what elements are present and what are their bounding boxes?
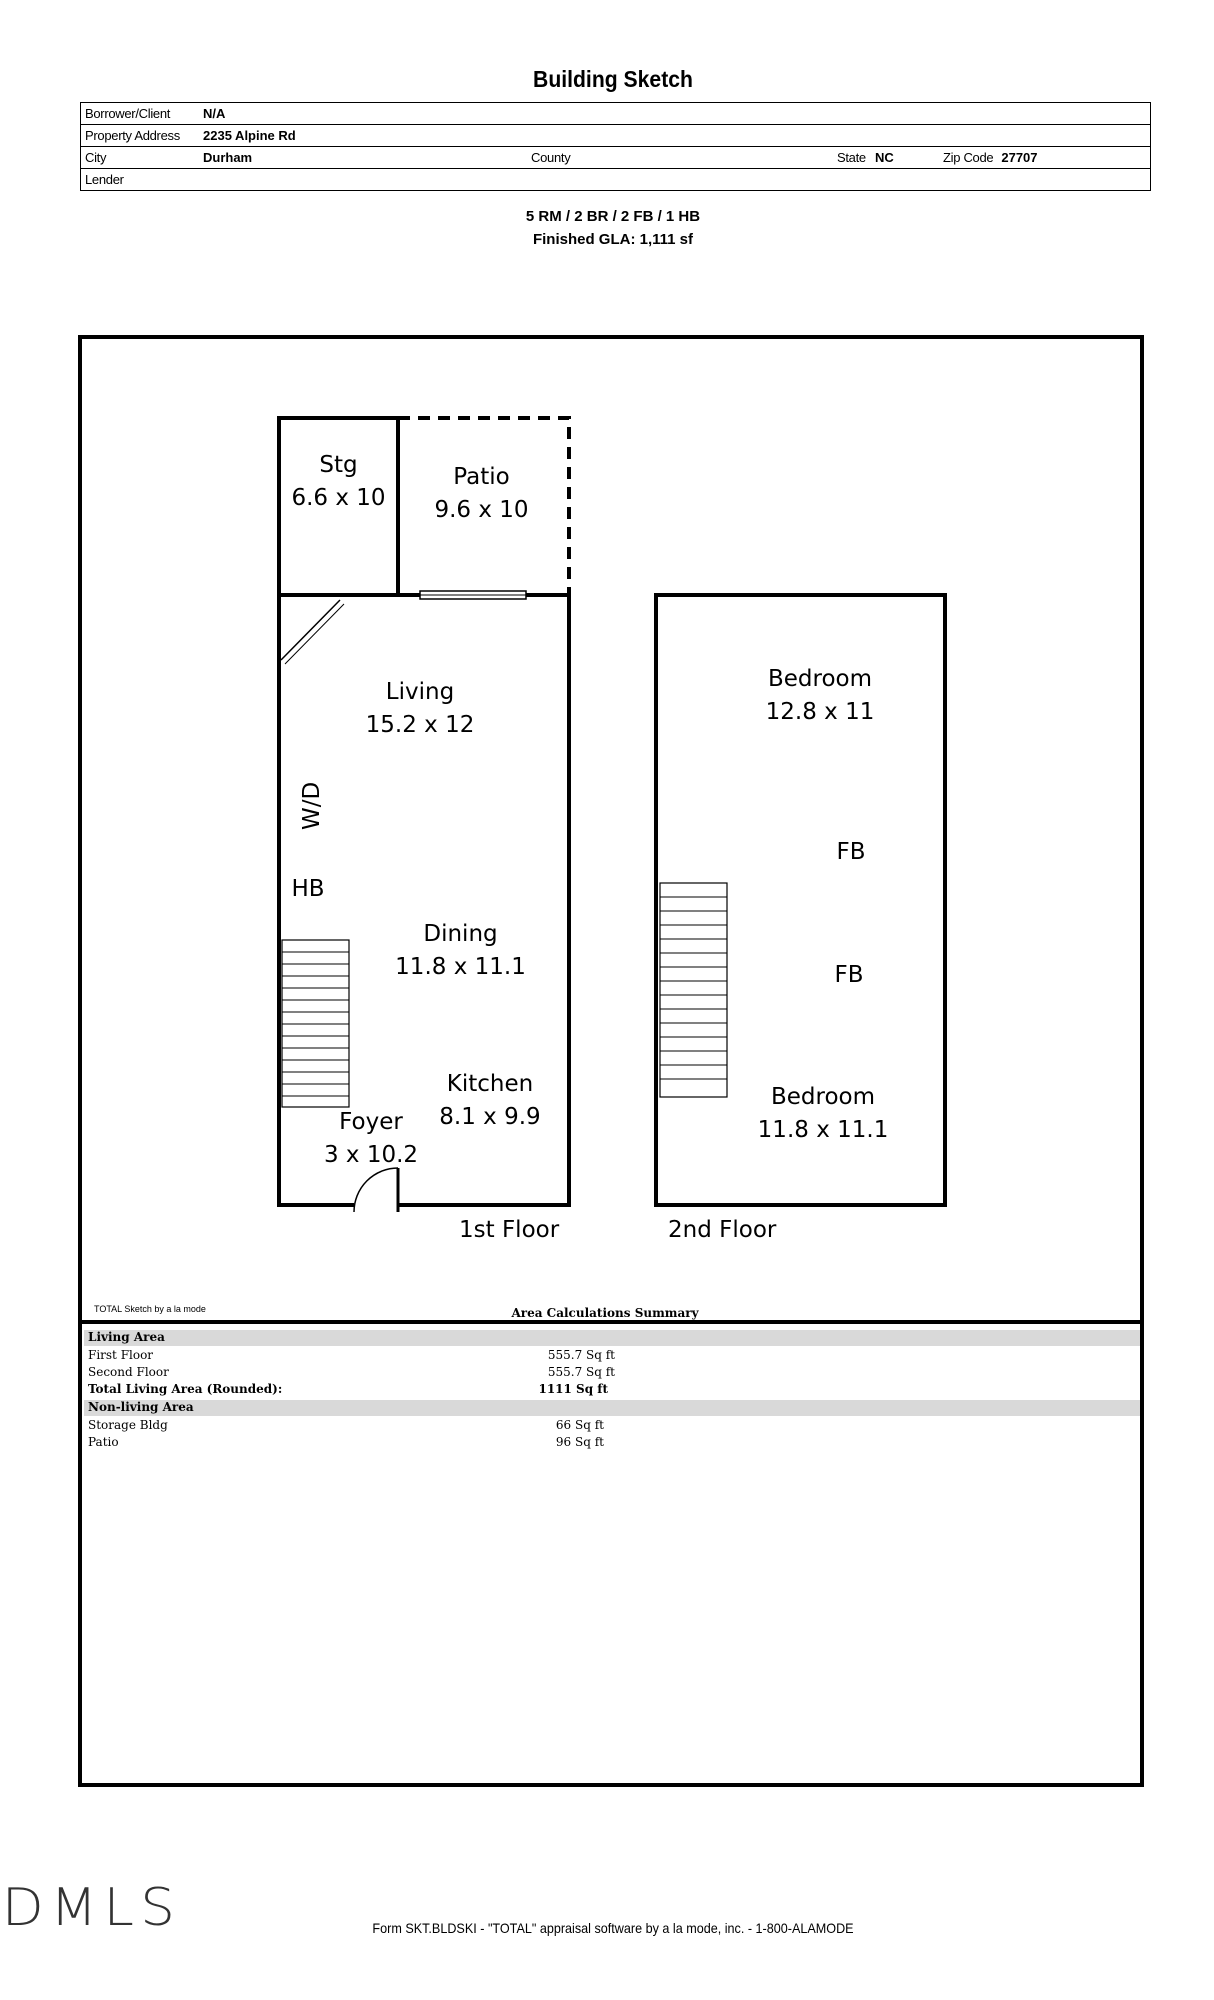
- total-living-area-value: 1111 Sq ft: [538, 1382, 608, 1396]
- bedroom-1-dims: 12.8 x 11: [765, 699, 875, 725]
- address-label: Property Address: [81, 125, 200, 147]
- state-value: NC: [871, 147, 939, 169]
- full-bath-2-label: FB: [834, 962, 864, 988]
- zip-value: 27707: [997, 147, 1150, 169]
- kitchen-dims: 8.1 x 9.9: [439, 1104, 541, 1130]
- borrower-label: Borrower/Client: [81, 103, 200, 125]
- area-calc-title: Area Calculations Summary: [511, 1306, 699, 1320]
- bedroom-2-dims: 11.8 x 11.1: [757, 1117, 889, 1143]
- borrower-value: N/A: [199, 103, 1151, 125]
- washer-dryer-label: W/D: [299, 781, 325, 830]
- living-area-header: [84, 1330, 1140, 1346]
- storage-room-label: [279, 449, 398, 515]
- nonliving-area-header-text: Non-living Area: [88, 1400, 194, 1414]
- kitchen-name: Kitchen: [446, 1071, 534, 1097]
- half-bath-label: HB: [291, 876, 325, 902]
- state-label: State: [833, 147, 871, 169]
- foyer-name: Foyer: [339, 1109, 403, 1135]
- dining-room-label: [378, 918, 543, 984]
- city-label: City: [81, 147, 200, 169]
- page-title: Building Sketch: [533, 66, 693, 92]
- foyer-label: [312, 1106, 430, 1172]
- second-floor-label: 2nd Floor: [668, 1217, 777, 1243]
- storage-area-label: Storage Bldg: [88, 1418, 168, 1432]
- county-label: County: [527, 147, 575, 169]
- second-floor-area-value: 555.7 Sq ft: [547, 1365, 615, 1379]
- storage-room-name: Stg: [319, 452, 358, 478]
- dining-room-name: Dining: [423, 921, 498, 947]
- lender-label: Lender: [81, 169, 200, 191]
- patio-area-value: 96 Sq ft: [555, 1435, 604, 1449]
- foyer-dims: 3 x 10.2: [323, 1142, 419, 1168]
- form-footer: Form SKT.BLDSKI - "TOTAL" appraisal software by a la mode, inc. - 1-800-ALAMODE: [372, 1920, 854, 1936]
- dining-room-dims: 11.8 x 11.1: [395, 954, 526, 980]
- patio-label: [400, 461, 563, 527]
- room-count-summary: 5 RM / 2 BR / 2 FB / 1 HB: [525, 208, 701, 225]
- kitchen-label: [425, 1068, 555, 1134]
- front-door: [354, 1168, 398, 1212]
- city-value: Durham: [199, 147, 527, 169]
- first-floor-label: 1st Floor: [459, 1217, 560, 1243]
- patio-area-label: Patio: [88, 1435, 119, 1449]
- nonliving-area-header: [84, 1400, 1140, 1416]
- storage-room-dims: 6.6 x 10: [291, 485, 386, 511]
- second-floor-stairs: [660, 883, 727, 1097]
- living-room-dims: 15.2 x 12: [365, 712, 475, 738]
- living-room-label: [340, 676, 500, 742]
- dmls-logo: DMLS: [1, 1878, 182, 1938]
- bedroom-2-name: Bedroom: [770, 1084, 876, 1110]
- living-door-swing: [281, 600, 340, 660]
- full-bath-1-label: FB: [836, 839, 866, 865]
- first-floor-area-label: First Floor: [88, 1348, 154, 1362]
- patio-name: Patio: [453, 464, 510, 490]
- gla-summary: Finished GLA: 1,111 sf: [532, 231, 694, 248]
- bedroom-1-label: [740, 663, 900, 729]
- patio-dims: 9.6 x 10: [434, 497, 529, 523]
- bedroom-2-label: [738, 1081, 908, 1147]
- first-floor-area-value: 555.7 Sq ft: [547, 1348, 615, 1362]
- second-floor-area-label: Second Floor: [88, 1365, 169, 1379]
- living-area-header-text: Living Area: [88, 1330, 165, 1344]
- zip-label: Zip Code: [939, 147, 997, 169]
- bedroom-1-name: Bedroom: [767, 666, 873, 692]
- living-room-name: Living: [385, 679, 455, 705]
- address-value: 2235 Alpine Rd: [199, 125, 1151, 147]
- first-floor-stairs: [282, 940, 349, 1107]
- total-living-area-label: Total Living Area (Rounded):: [88, 1382, 283, 1396]
- storage-area-value: 66 Sq ft: [555, 1418, 604, 1432]
- software-label: TOTAL Sketch by a la mode: [94, 1304, 206, 1314]
